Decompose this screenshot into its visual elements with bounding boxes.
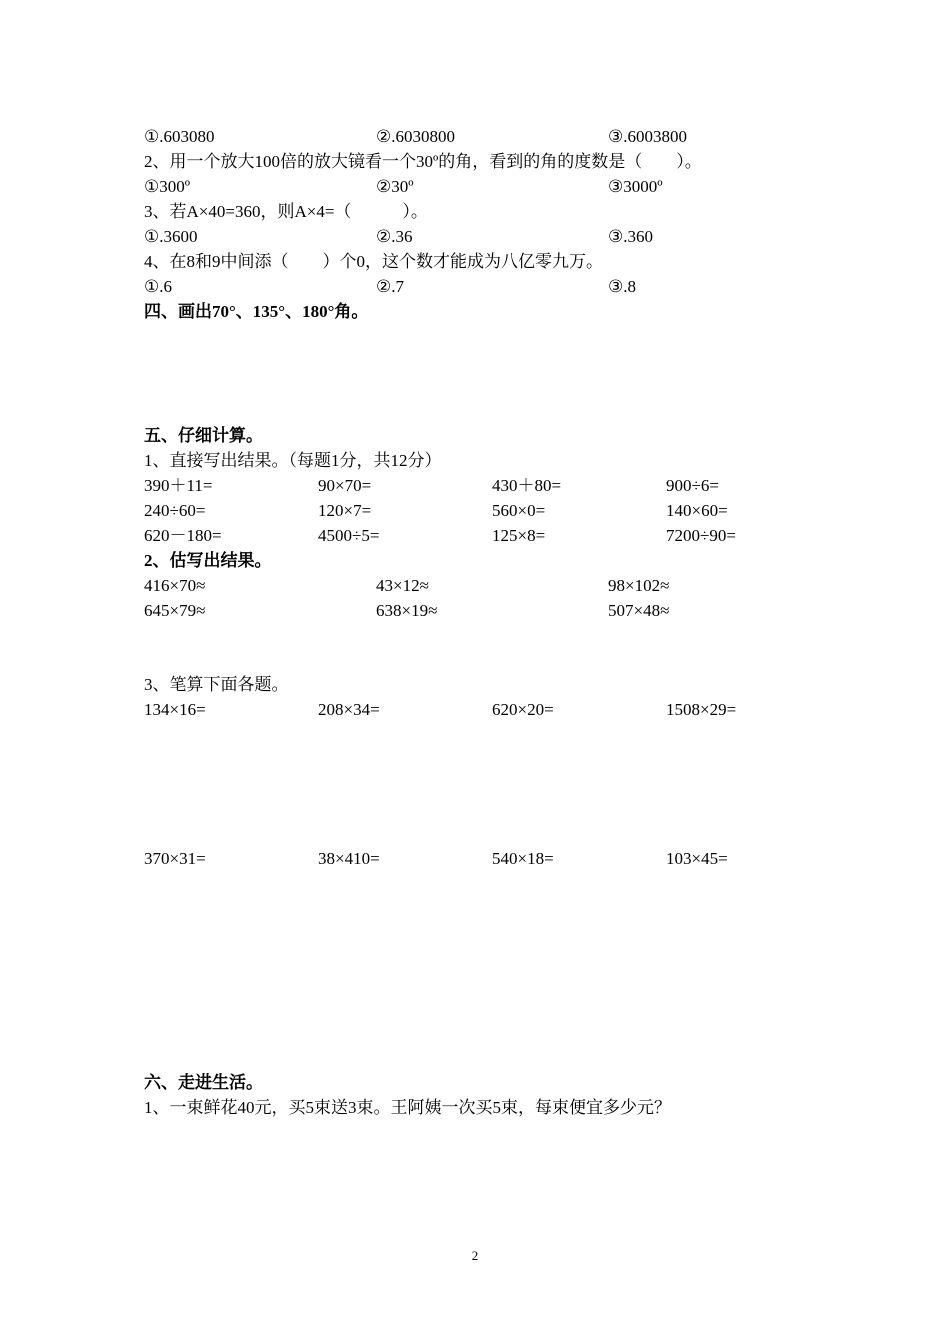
estimate-problem: 507×48≈ bbox=[608, 601, 670, 620]
estimate-problem: 645×79≈ bbox=[144, 601, 206, 620]
estimate-problem: 638×19≈ bbox=[376, 601, 438, 620]
part3-title: 3、笔算下面各题。 bbox=[144, 675, 289, 694]
written-problem: 620×20= bbox=[492, 700, 554, 719]
problem: 390＋11= bbox=[144, 476, 213, 495]
problem: 120×7= bbox=[318, 501, 372, 520]
written-problem: 103×45= bbox=[666, 849, 728, 868]
q4-text: 4、在8和9中间添（ ）个0，这个数才能成为八亿零九万。 bbox=[144, 252, 603, 271]
written-problem: 134×16= bbox=[144, 700, 206, 719]
page-number: 2 bbox=[471, 1248, 479, 1263]
written-problem: 1508×29= bbox=[666, 700, 737, 719]
q4-option-1: ①.6 bbox=[144, 277, 172, 296]
written-problem: 370×31= bbox=[144, 849, 206, 868]
written-problem: 540×18= bbox=[492, 849, 554, 868]
q4-option-3: ③.8 bbox=[608, 277, 636, 296]
problem: 620－180= bbox=[144, 526, 222, 545]
estimate-problem: 43×12≈ bbox=[376, 576, 429, 595]
problem: 7200÷90= bbox=[666, 526, 736, 545]
section6-title: 六、走进生活。 bbox=[144, 1073, 263, 1092]
section4-title: 四、画出70°、135°、180°角。 bbox=[144, 302, 369, 321]
problem: 430＋80= bbox=[492, 476, 562, 495]
q3-option-3: ③.360 bbox=[608, 227, 653, 246]
problem: 90×70= bbox=[318, 476, 372, 495]
q1-option-2: ②.6030800 bbox=[376, 127, 455, 146]
q4-option-2: ②.7 bbox=[376, 277, 404, 296]
section6-q1: 1、一束鲜花40元，买5束送3束。王阿姨一次买5束，每束便宜多少元？ bbox=[144, 1098, 671, 1117]
problem: 125×8= bbox=[492, 526, 546, 545]
estimate-problem: 98×102≈ bbox=[608, 576, 670, 595]
estimate-problem: 416×70≈ bbox=[144, 576, 206, 595]
part1-title: 1、直接写出结果。（每题1分，共12分） bbox=[144, 451, 442, 470]
problem: 900÷6= bbox=[666, 476, 719, 495]
q3-option-2: ②.36 bbox=[376, 227, 413, 246]
q3-text: 3、若A×40=360，则A×4=（ ）。 bbox=[144, 202, 428, 221]
problem: 560×0= bbox=[492, 501, 546, 520]
written-problem: 208×34= bbox=[318, 700, 380, 719]
written-problem: 38×410= bbox=[318, 849, 380, 868]
q2-option-3: ③3000º bbox=[608, 177, 663, 196]
q2-option-2: ②30º bbox=[376, 177, 414, 196]
q1-option-3: ③.6003800 bbox=[608, 127, 687, 146]
q2-option-1: ①300º bbox=[144, 177, 191, 196]
q2-text: 2、用一个放大100倍的放大镜看一个30º的角，看到的角的度数是（ ）。 bbox=[144, 152, 702, 171]
problem: 240÷60= bbox=[144, 501, 206, 520]
part2-title: 2、估写出结果。 bbox=[144, 551, 272, 570]
problem: 140×60= bbox=[666, 501, 728, 520]
problem: 4500÷5= bbox=[318, 526, 380, 545]
q1-option-1: ①.603080 bbox=[144, 127, 215, 146]
section5-title: 五、仔细计算。 bbox=[144, 426, 263, 445]
q3-option-1: ①.3600 bbox=[144, 227, 198, 246]
